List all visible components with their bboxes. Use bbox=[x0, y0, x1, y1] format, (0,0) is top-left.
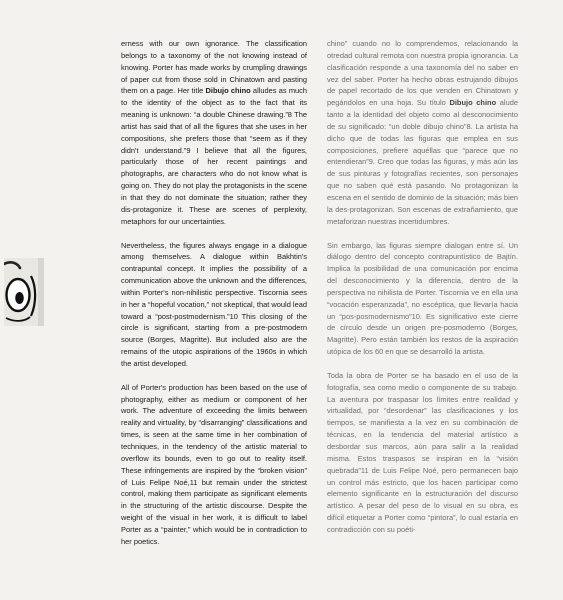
spanish-paragraph-1 bbox=[327, 38, 518, 228]
text-run: erness with our own ignorance. The classification belongs to a taxonomy of the not knowing instead of knowing. Porter has made works by crumpling drawings of paper cut from those sold in Chinatown and pasting them on a page. Her title bbox=[121, 39, 307, 96]
spanish-paragraph-3 bbox=[327, 370, 518, 536]
spanish-column bbox=[327, 38, 518, 548]
cartoon-eye-icon bbox=[4, 258, 44, 326]
english-paragraph-1 bbox=[121, 38, 307, 228]
title-emphasis: Dibujo chino bbox=[449, 98, 497, 108]
text-run: Toda la obra de Porter se ha basado en el uso de la fotografía, sea como medio o componente de su trabajo. La aventura por traspasar los límites entre realidad y virtualidad, por “desordenar” las clasificaciones y los tiempos, se manifiesta a la vez en su combinación de técnicas, en la tendencia del material artístico a desbordar sus marcos, aún para salir a la realidad misma. Estos traspasos se inspiran en la “visión quebrada”11 de Luis Felipe Noé, pero permanecen bajo un control más estricto, que los hacen participar como elemento significante en la estructuración del discurso artístico. A pesar del peso de lo visual en su obra, es difícil etiquetar a Porter como “pintora”, lo cual estaría en contradicción con su poéti- bbox=[327, 370, 518, 534]
text-run: alludes as much to the identity of the object as to the fact that its meaning is unknown: “a double Chinese drawing.”8 The artist has said that of all the figures that she uses in her compositions, she prefers those that “seem as if they didn't understand.”9 I believe that all the figures, particularly those of her recent paintings and photographs, are characters who do not know what is going on. They do not play the protagonists in the scene in that they do not dominate the situation; rather they dis-protagonize it. These are scenes of perplexity, metaphors for our uncertainties. bbox=[121, 86, 308, 226]
text-run: Sin embargo, las figuras siempre dialogan entre sí. Un diálogo dentro del concepto contrapuntístico de Bajtín. Implica la posibilidad de una comunicación por encima del desconocimiento y la diferencia, dentro de la perspectiva no nihilista de Porter. Tiscornia ve en ella una “vocación esperanzada”, no escéptica, que llevaría hacia un “pos-posmodernismo”10. Es significativo este cierre de círculo desde un origen pre-posmoderno (Borges, Magritte). Pero están también los restos de la aspiración utópica de los 60 en que se desarrolló la artista. bbox=[327, 240, 518, 357]
spanish-paragraph-2 bbox=[327, 240, 518, 358]
text-run: chino” cuando no lo comprendemos, relacionando la otredad cultural remota con nuestra propia ignorancia. La clasificación responde a una taxonomía del no saber en vez del saber. Porter ha hecho obras estrujando dibujos de papel recortado de los que venden en Chinatown y pegándolos en una hoja. Su título bbox=[327, 39, 518, 108]
eye-illustration bbox=[4, 258, 44, 326]
text-run: alude tanto a la identidad del objeto como al desconocimiento de su significado: “un doble dibujo chino”8. La artista ha dicho que de todas las figuras que emplea en sus composiciones, prefiere aquéllas que “parece que no entendieran”9. Creo que todas las figuras, y más aún las de sus pinturas y fotografías recientes, son personajes que no saben qué está pasando. No protagonizan la escena en el sentido de dominio de la situación; más bien la des-protagonizan. Son escenas de extrañamiento, que metaforizan nuestras incertidumbres. bbox=[327, 98, 518, 226]
english-paragraph-3 bbox=[121, 382, 307, 548]
text-run: All of Porter's production has been based on the use of photography, either as medium or component of her work. The adventure of exceeding the limits between reality and virtuality, by “disarranging” classifications and times, is seen at the same time in her combination of techniques, in the tendency of the artistic material to overflow its bounds, even to go out to reality itself. These infringements are inspired by the “broken vision” of Luis Felipe Noé,11 but remain under the strictest control, making them participate as significant elements in the structuring of the artistic discourse. Despite the weight of the visual in her work, it is difficult to label Porter as a “painter,” which would be in contradiction to her poetics. bbox=[121, 382, 307, 546]
english-paragraph-2 bbox=[121, 240, 307, 370]
text-run: Nevertheless, the figures always engage in a dialogue among themselves. A dialogue within Bakhtin's contrapuntal concept. It implies the possibility of a communication above the unknown and the differences, within Porter's non-nihilistic perspective. Tiscornia sees in her a “hopeful vocation,” not skeptical, that would lead toward a “post-postmodernism.”10 This closing of the circle is significant, starting from a pre-postmodern source (Borges, Magritte). But included also are the remains of the utopic aspirations of the 1960s in which the artist developed. bbox=[121, 240, 307, 368]
title-emphasis: Dibujo chino bbox=[205, 86, 251, 96]
english-column bbox=[121, 38, 307, 560]
